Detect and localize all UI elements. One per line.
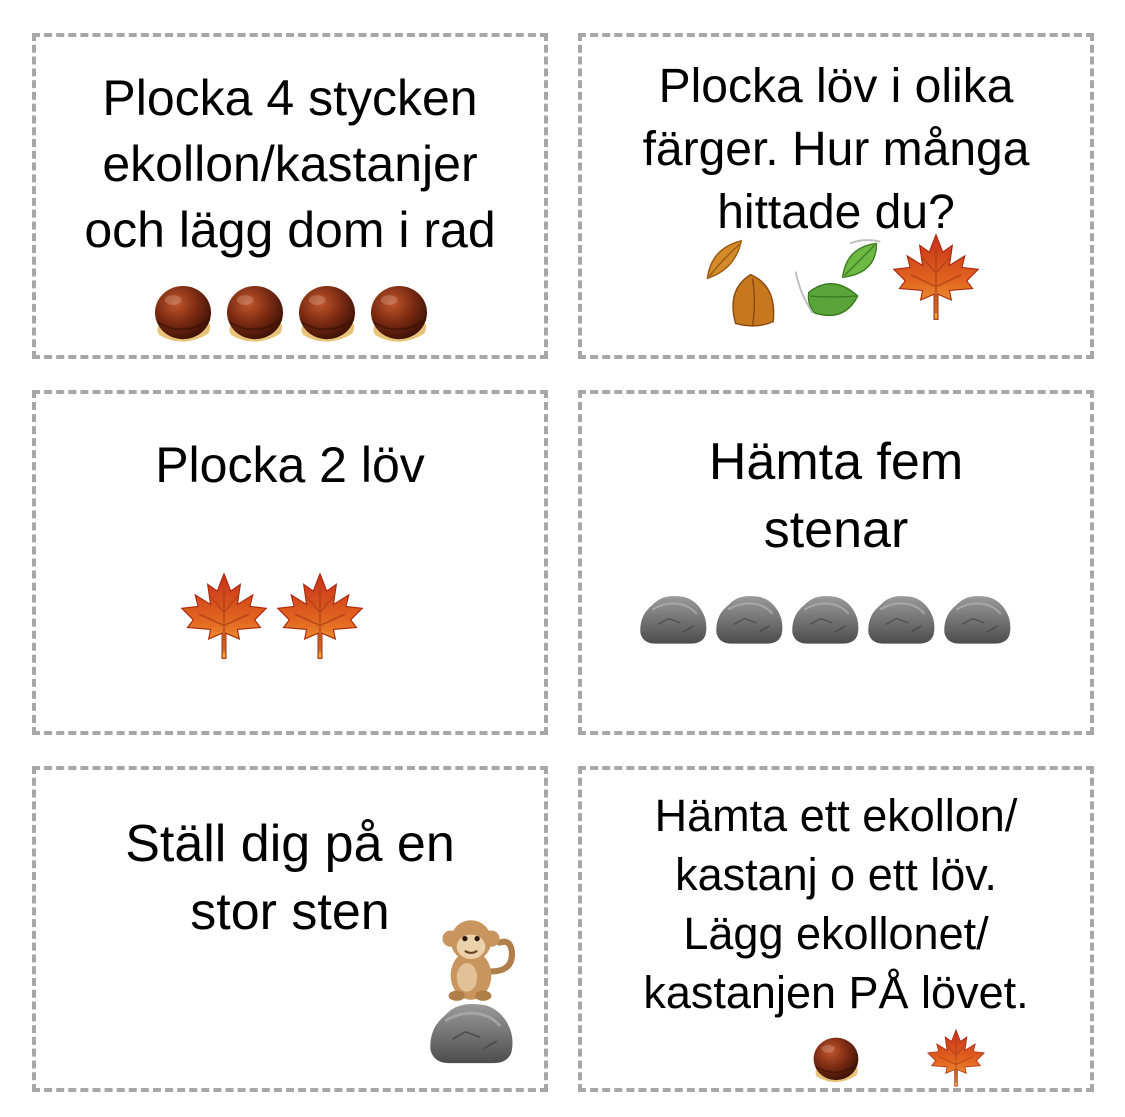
card-text xyxy=(582,428,1090,564)
card-text-line: kastanjen PÅ lövet. xyxy=(643,967,1029,1018)
card-text-line: Hämta fem xyxy=(708,433,964,491)
maple-leaf-icon xyxy=(888,229,984,325)
chestnut-icon xyxy=(364,279,434,349)
maple-leaf-icon xyxy=(916,1026,996,1090)
card-text xyxy=(36,65,544,263)
task-card-chestnut-on-leaf xyxy=(578,766,1094,1092)
maple-leaf-icon xyxy=(176,568,272,664)
card-text-line: Ställ dig på en xyxy=(125,815,455,873)
card-text-line: Plocka 4 stycken xyxy=(102,70,478,126)
chestnut-icon xyxy=(804,1032,868,1088)
rock-icon xyxy=(712,580,786,654)
card-text xyxy=(36,432,544,498)
rock-icon xyxy=(636,580,710,654)
card-text xyxy=(582,55,1090,244)
card-text-line: stenar xyxy=(763,501,909,559)
rock-icon xyxy=(418,984,524,1076)
card-text-line: Plocka 2 löv xyxy=(155,437,425,493)
task-card-chestnuts-row xyxy=(32,33,548,359)
rock-icon xyxy=(864,580,938,654)
card-text-line: ekollon/kastanjer xyxy=(102,136,478,192)
card-text-line: stor sten xyxy=(190,883,390,941)
task-card-two-leaves xyxy=(32,390,548,735)
task-card-leaf-colors xyxy=(578,33,1094,359)
card-text-line: Hämta ett ekollon/ xyxy=(654,790,1018,841)
card-text-line: färger. Hur många xyxy=(642,123,1030,176)
chestnut-icon xyxy=(148,279,218,349)
card-text-line: Plocka löv i olika xyxy=(658,60,1014,113)
chestnut-icon xyxy=(292,279,362,349)
card-text-line: kastanj o ett löv. xyxy=(675,849,997,900)
card-text-line: hittade du? xyxy=(717,186,955,239)
chestnut-icon xyxy=(220,279,290,349)
rock-icon xyxy=(788,580,862,654)
card-text-line: och lägg dom i rad xyxy=(84,202,496,258)
leaf-fluttering-icon xyxy=(790,233,884,329)
task-card-five-stones xyxy=(578,390,1094,735)
card-text xyxy=(582,786,1090,1022)
card-text-line: Lägg ekollonet/ xyxy=(683,908,989,959)
fallen-leaf-icon xyxy=(698,237,792,331)
rock-icon xyxy=(940,580,1014,654)
task-card-big-stone xyxy=(32,766,548,1092)
maple-leaf-icon xyxy=(272,568,368,664)
